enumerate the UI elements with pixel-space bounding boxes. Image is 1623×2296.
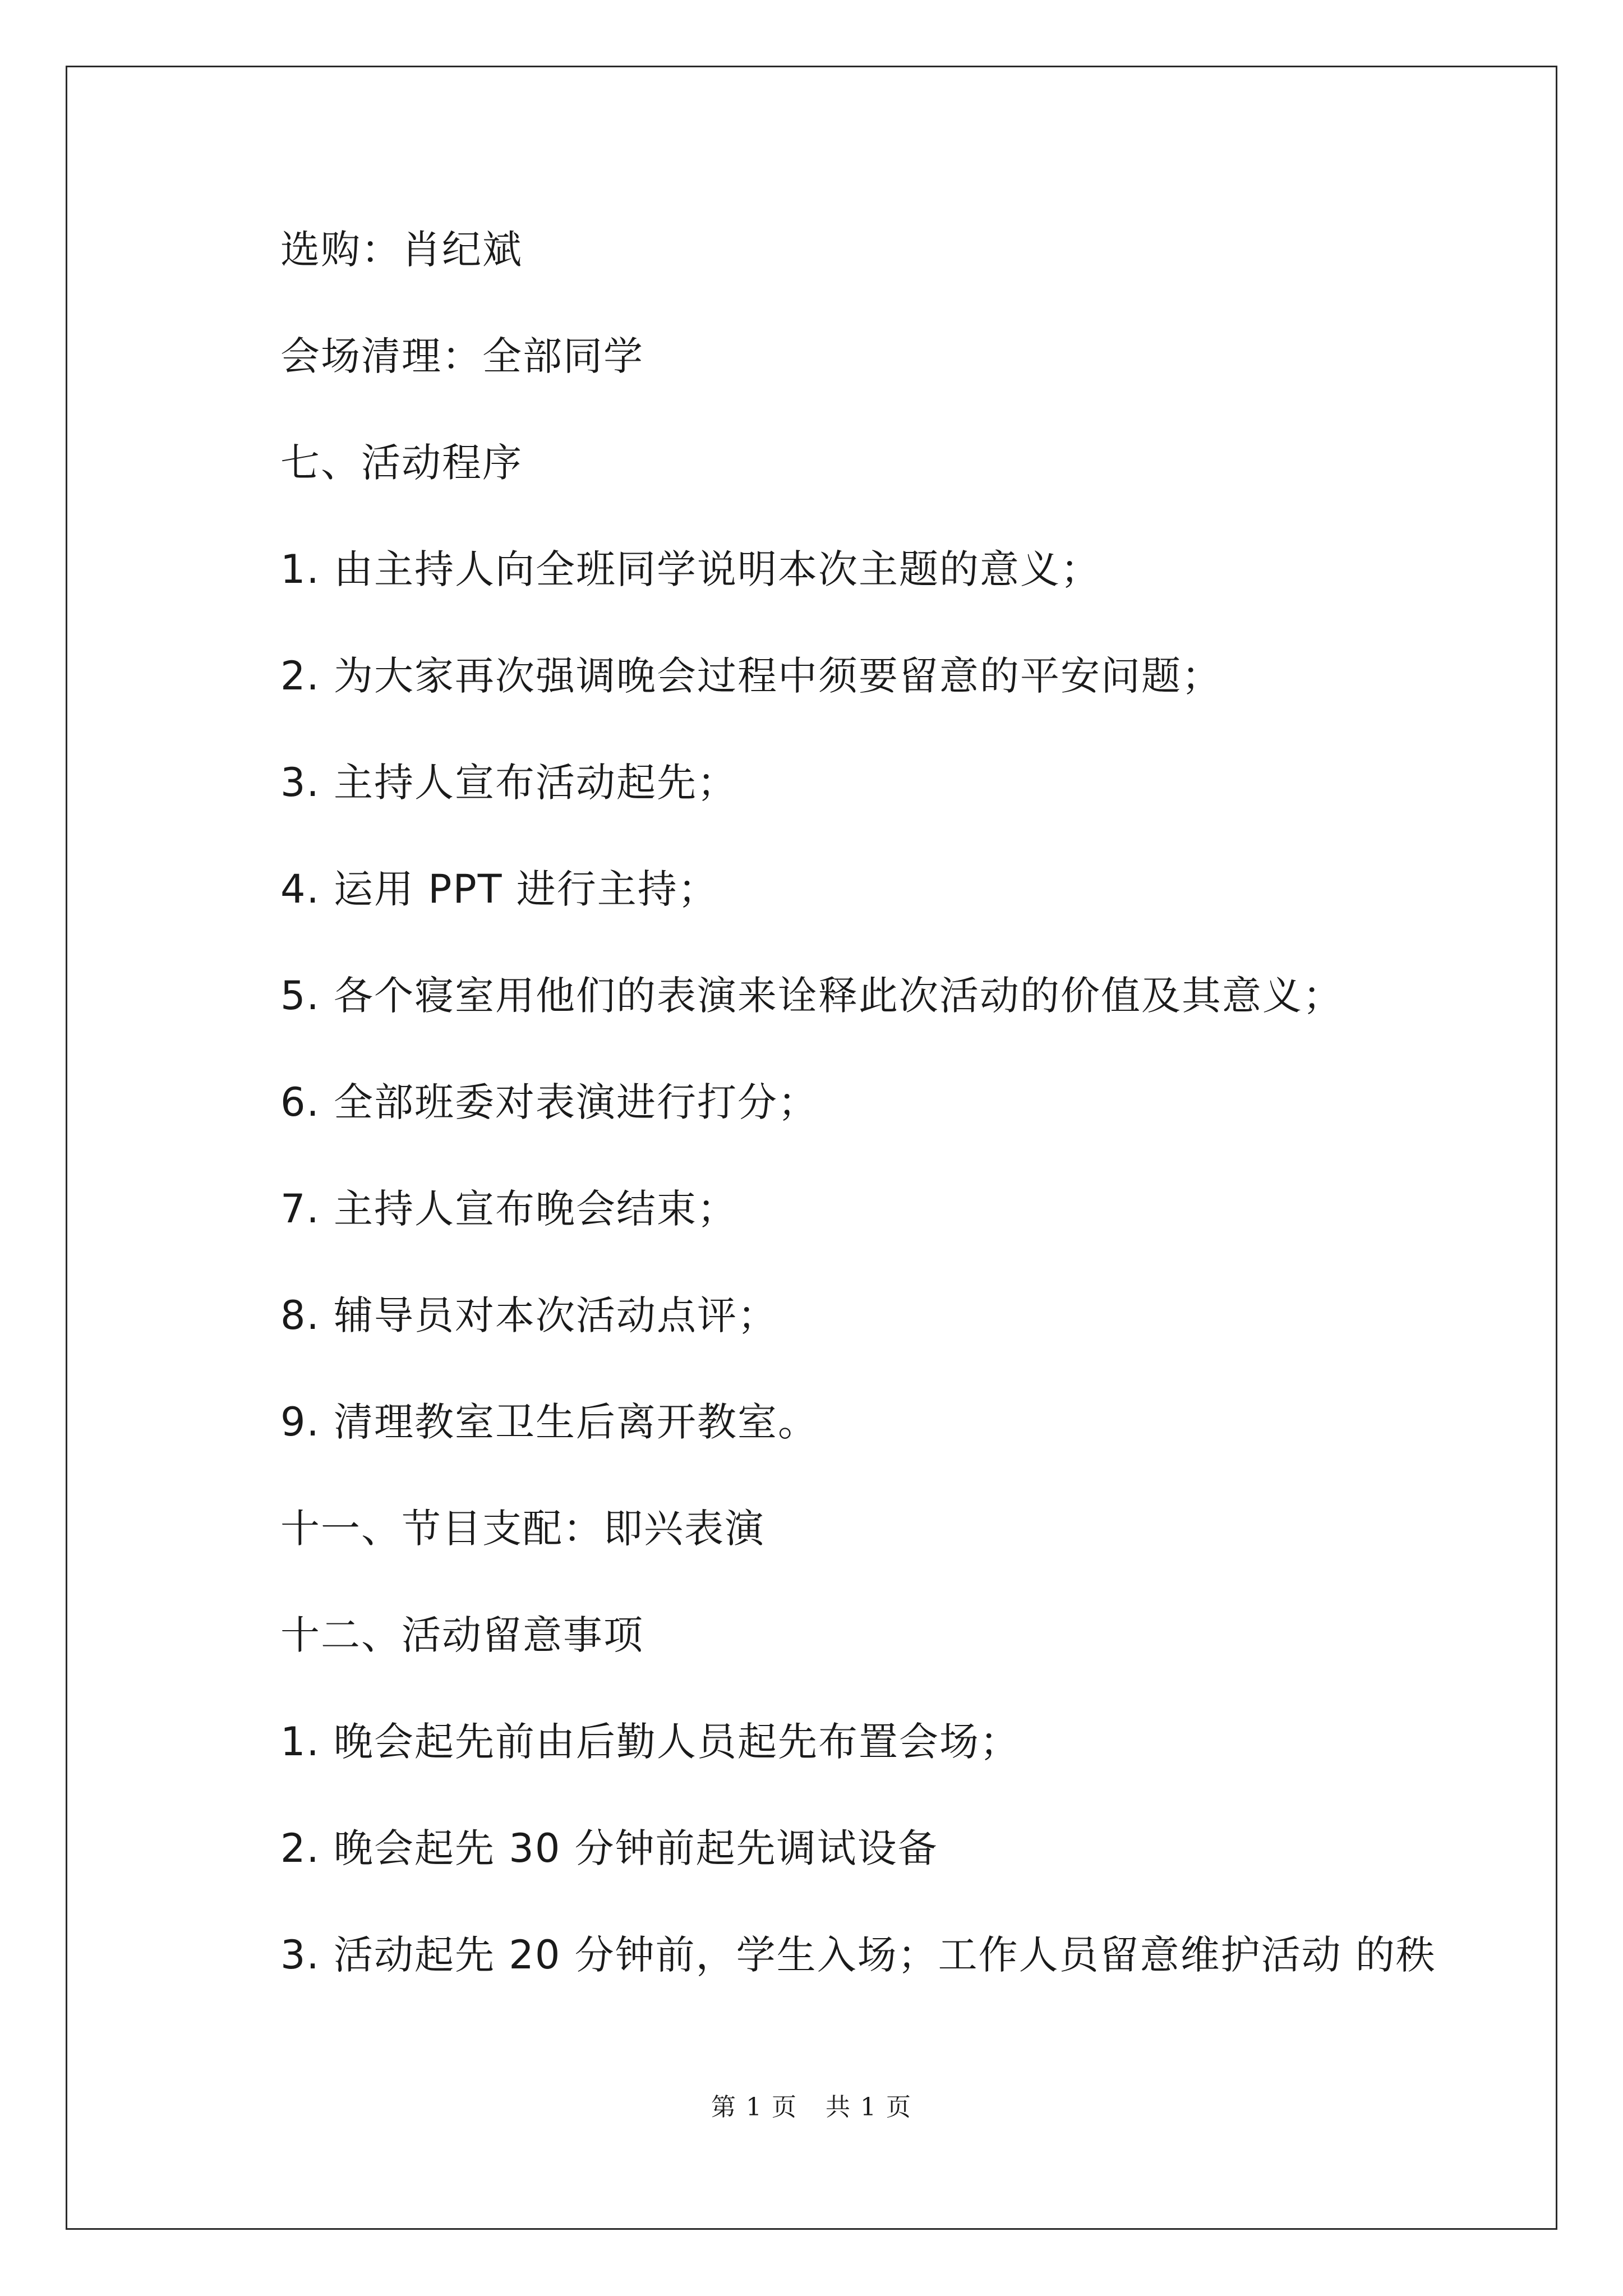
page-number: 第 1 页 <box>711 2093 797 2122</box>
page-total: 共 1 页 <box>826 2093 912 2122</box>
list-item: 9. 清理教室卫生后离开教室。 <box>280 1399 819 1445</box>
list-item: 3. 活动起先 20 分钟前，学生入场；工作人员留意维护活动 的秩 <box>280 1932 1436 1978</box>
page-footer <box>0 2087 1623 2123</box>
section-heading: 十一、节目支配：即兴表演 <box>280 1506 765 1552</box>
text-line: 选购：肖纪斌 <box>280 227 523 273</box>
list-item: 5. 各个寝室用他们的表演来诠释此次活动的价值及其意义； <box>280 973 1344 1019</box>
list-item: 6. 全部班委对表演进行打分； <box>280 1079 819 1125</box>
list-item: 1. 由主持人向全班同学说明本次主题的意义； <box>280 546 1101 592</box>
list-item: 8. 辅导员对本次活动点评； <box>280 1292 778 1338</box>
list-item: 1. 晚会起先前由后勤人员起先布置会场； <box>280 1719 1021 1765</box>
list-item: 3. 主持人宣布活动起先； <box>280 760 738 806</box>
section-heading: 十二、活动留意事项 <box>280 1612 644 1658</box>
list-item: 2. 为大家再次强调晚会过程中须要留意的平安问题； <box>280 653 1223 699</box>
list-item: 4. 运用 PPT 进行主持； <box>280 866 718 912</box>
list-item: 2. 晚会起先 30 分钟前起先调试设备 <box>280 1825 938 1871</box>
section-heading: 七、活动程序 <box>280 440 523 486</box>
text-line: 会场清理：全部同学 <box>280 333 644 379</box>
list-item: 7. 主持人宣布晚会结束； <box>280 1186 738 1232</box>
document-body <box>280 222 1486 2033</box>
